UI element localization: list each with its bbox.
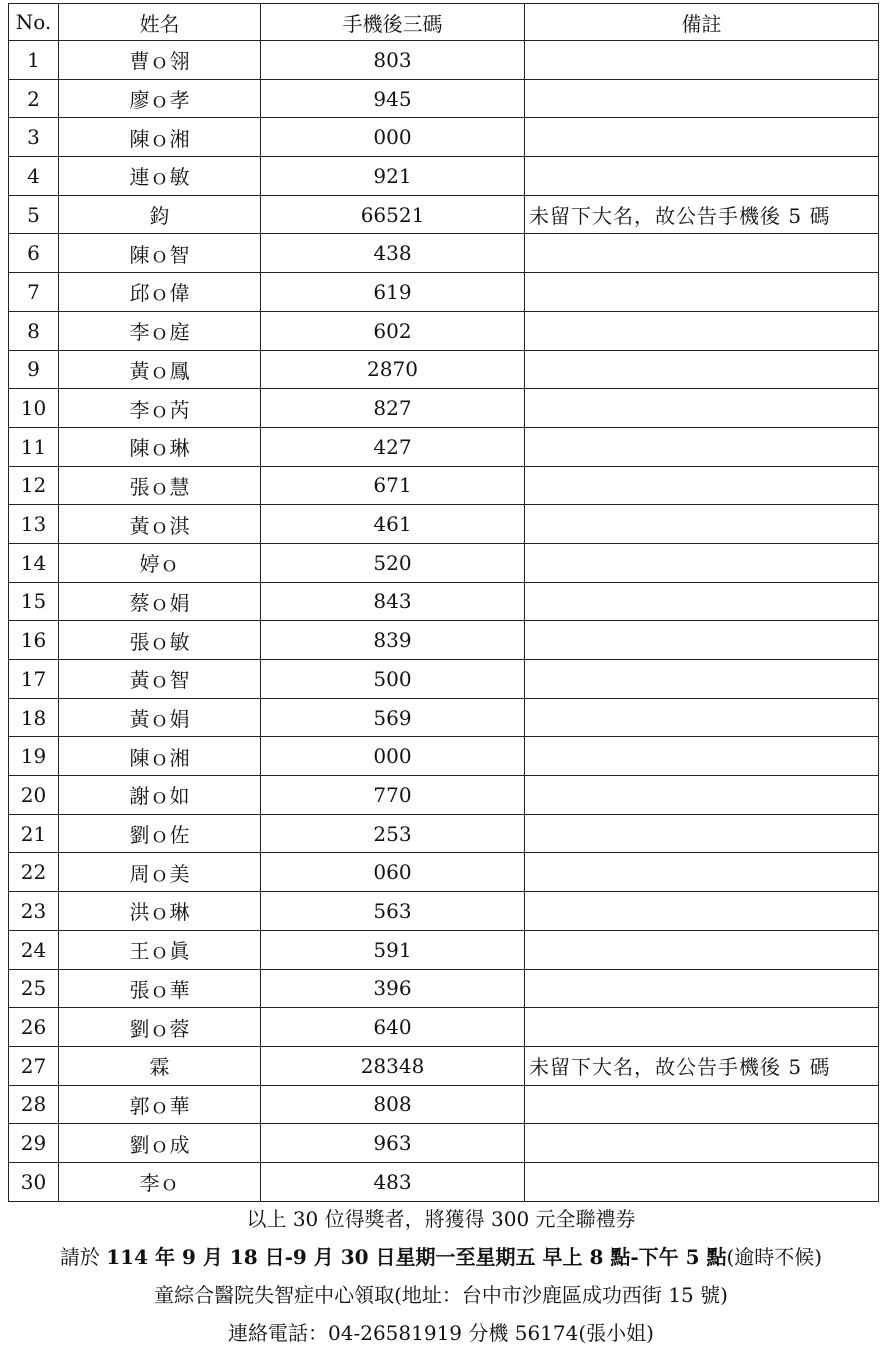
cell-no: 20 [9,776,59,815]
footer-notice [0,1200,882,1352]
cell-name: 劉ｏ成 [59,1124,261,1163]
table-row [9,621,879,660]
cell-note [525,118,879,157]
cell-phone: 569 [261,698,525,737]
schedule-dates: 114 年 9 月 18 日-9 月 30 日星期一至星期五 早上 8 點-下午 5 點 [106,1245,727,1269]
cell-name: 蔡ｏ娟 [59,582,261,621]
cell-name: 劉ｏ蓉 [59,1008,261,1047]
cell-name: 李ｏ芮 [59,389,261,428]
cell-phone: 253 [261,814,525,853]
table-row [9,41,879,80]
cell-name: 黃ｏ淇 [59,505,261,544]
table-row [9,234,879,273]
cell-note [525,776,879,815]
cell-name: 黃ｏ鳳 [59,350,261,389]
cell-no: 12 [9,466,59,505]
cell-phone: 427 [261,427,525,466]
cell-phone: 2870 [261,350,525,389]
cell-no: 10 [9,389,59,428]
cell-no: 1 [9,41,59,80]
cell-note [525,621,879,660]
cell-note [525,1008,879,1047]
cell-no: 23 [9,892,59,931]
cell-phone: 602 [261,311,525,350]
cell-name: 陳ｏ琳 [59,427,261,466]
footer-line-location: 童綜合醫院失智症中心領取(地址：台中市沙鹿區成功西街 15 號) [154,1283,728,1307]
cell-name: 李ｏ [59,1162,261,1201]
footer-line-prize: 以上 30 位得獎者，將獲得 300 元全聯禮券 [246,1207,636,1231]
cell-no: 4 [9,157,59,196]
cell-name: 陳ｏ湘 [59,737,261,776]
cell-note [525,930,879,969]
cell-no: 28 [9,1085,59,1124]
cell-phone: 808 [261,1085,525,1124]
cell-no: 15 [9,582,59,621]
cell-name: 王ｏ眞 [59,930,261,969]
cell-no: 7 [9,273,59,312]
cell-phone: 963 [261,1124,525,1163]
cell-name: 張ｏ敏 [59,621,261,660]
cell-name: 婷ｏ [59,543,261,582]
cell-no: 26 [9,1008,59,1047]
table-row [9,853,879,892]
table-row [9,737,879,776]
cell-note [525,892,879,931]
cell-no: 19 [9,737,59,776]
cell-phone: 640 [261,1008,525,1047]
cell-phone: 671 [261,466,525,505]
cell-note [525,505,879,544]
table-body [9,41,879,1202]
cell-no: 8 [9,311,59,350]
table-row [9,1008,879,1047]
schedule-suffix: (逾時不候) [726,1245,823,1269]
cell-phone: 839 [261,621,525,660]
table-row [9,543,879,582]
cell-name: 霖 [59,1046,261,1085]
table-row [9,930,879,969]
cell-name: 洪ｏ琳 [59,892,261,931]
cell-note [525,427,879,466]
table-row [9,1046,879,1085]
cell-note: 未留下大名，故公告手機後 5 碼 [525,1046,879,1085]
cell-phone: 66521 [261,195,525,234]
cell-phone: 619 [261,273,525,312]
cell-phone: 945 [261,79,525,118]
table-row [9,195,879,234]
table-row [9,273,879,312]
cell-no: 14 [9,543,59,582]
cell-name: 鈞 [59,195,261,234]
cell-note [525,814,879,853]
table-row [9,969,879,1008]
cell-no: 24 [9,930,59,969]
cell-name: 邱ｏ偉 [59,273,261,312]
cell-note [525,389,879,428]
cell-name: 謝ｏ如 [59,776,261,815]
cell-no: 3 [9,118,59,157]
cell-no: 16 [9,621,59,660]
cell-name: 張ｏ華 [59,969,261,1008]
cell-note [525,543,879,582]
cell-no: 6 [9,234,59,273]
cell-note [525,969,879,1008]
schedule-prefix: 請於 [59,1245,107,1269]
cell-name: 陳ｏ智 [59,234,261,273]
cell-no: 22 [9,853,59,892]
cell-phone: 591 [261,930,525,969]
cell-phone: 396 [261,969,525,1008]
cell-name: 曹ｏ翎 [59,41,261,80]
table-row [9,118,879,157]
cell-note [525,311,879,350]
table-row [9,157,879,196]
cell-name: 李ｏ庭 [59,311,261,350]
table-row [9,466,879,505]
cell-no: 13 [9,505,59,544]
cell-note [525,698,879,737]
cell-note [525,350,879,389]
table-row [9,427,879,466]
table-header-row [9,4,879,41]
cell-note [525,79,879,118]
table-row [9,389,879,428]
cell-name: 廖ｏ孝 [59,79,261,118]
cell-no: 27 [9,1046,59,1085]
cell-phone: 483 [261,1162,525,1201]
cell-name: 黃ｏ娟 [59,698,261,737]
cell-name: 郭ｏ華 [59,1085,261,1124]
cell-name: 張ｏ慧 [59,466,261,505]
cell-phone: 843 [261,582,525,621]
cell-note [525,41,879,80]
cell-phone: 500 [261,660,525,699]
cell-phone: 921 [261,157,525,196]
cell-phone: 563 [261,892,525,931]
cell-name: 黃ｏ智 [59,660,261,699]
cell-note [525,737,879,776]
cell-note [525,234,879,273]
header-no: No. [9,4,59,41]
table-row [9,79,879,118]
cell-no: 17 [9,660,59,699]
cell-note [525,582,879,621]
winners-table [8,3,879,1202]
cell-note [525,466,879,505]
cell-no: 29 [9,1124,59,1163]
cell-no: 25 [9,969,59,1008]
cell-name: 劉ｏ佐 [59,814,261,853]
cell-note [525,157,879,196]
cell-phone: 28348 [261,1046,525,1085]
cell-phone: 827 [261,389,525,428]
footer-line-schedule [0,1238,882,1276]
header-phone: 手機後三碼 [261,4,525,41]
cell-note [525,660,879,699]
cell-no: 11 [9,427,59,466]
cell-phone: 060 [261,853,525,892]
cell-note [525,1085,879,1124]
table-row [9,660,879,699]
cell-phone: 000 [261,118,525,157]
cell-no: 30 [9,1162,59,1201]
cell-phone: 438 [261,234,525,273]
cell-phone: 000 [261,737,525,776]
cell-phone: 803 [261,41,525,80]
table-row [9,698,879,737]
cell-no: 9 [9,350,59,389]
footer-line-contact: 連絡電話：04-26581919 分機 56174(張小姐) [228,1321,654,1345]
cell-phone: 461 [261,505,525,544]
header-note: 備註 [525,4,879,41]
cell-note [525,1124,879,1163]
table-row [9,1162,879,1201]
header-name: 姓名 [59,4,261,41]
cell-note [525,273,879,312]
table-row [9,814,879,853]
table-row [9,505,879,544]
table-row [9,1085,879,1124]
table-row [9,892,879,931]
table-row [9,350,879,389]
cell-no: 21 [9,814,59,853]
cell-no: 5 [9,195,59,234]
cell-note [525,1162,879,1201]
cell-no: 18 [9,698,59,737]
table-row [9,311,879,350]
cell-note: 未留下大名，故公告手機後 5 碼 [525,195,879,234]
cell-name: 周ｏ美 [59,853,261,892]
cell-name: 連ｏ敏 [59,157,261,196]
cell-note [525,853,879,892]
cell-phone: 520 [261,543,525,582]
cell-name: 陳ｏ湘 [59,118,261,157]
table-row [9,776,879,815]
cell-no: 2 [9,79,59,118]
table-row [9,582,879,621]
table-row [9,1124,879,1163]
cell-phone: 770 [261,776,525,815]
